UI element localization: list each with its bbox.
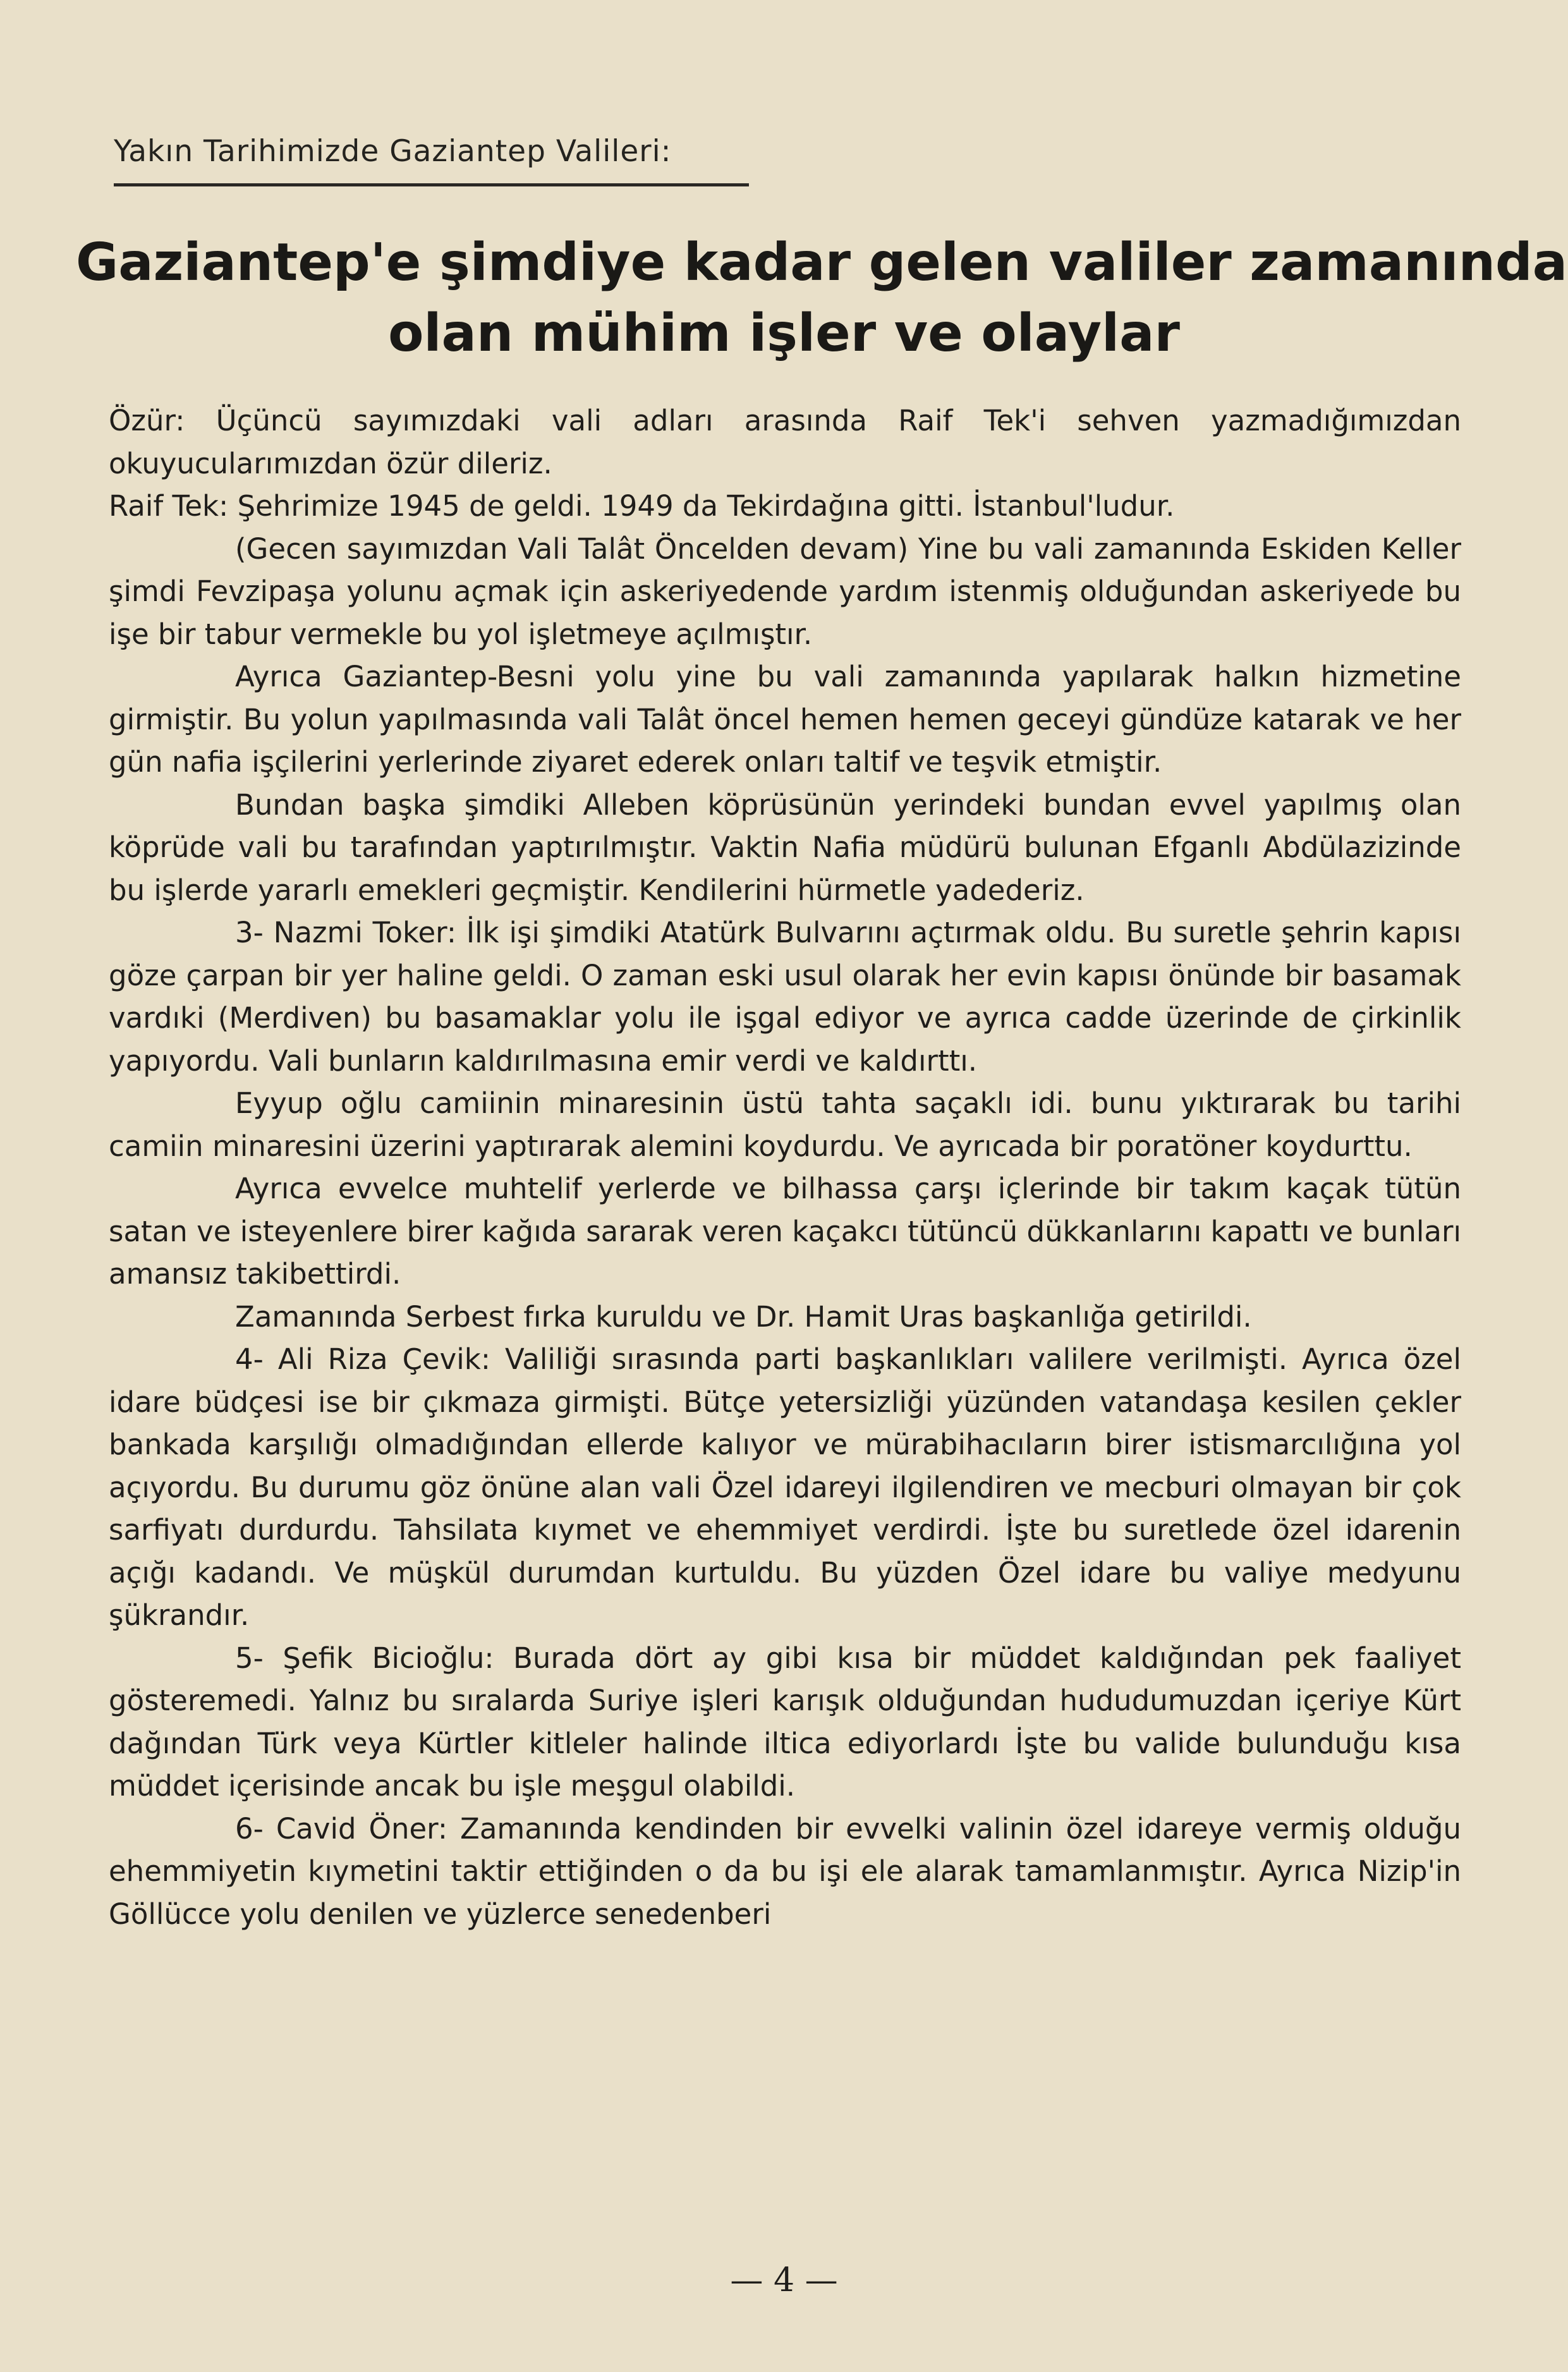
paragraph-raif-tek: Raif Tek: Şehrimize 1945 de geldi. 1949 da Tekirdağına gitti. İstanbul'ludur.	[109, 489, 1175, 523]
series-title: Yakın Tarihimizde Gaziantep Valileri:	[114, 134, 672, 169]
paragraph-tobacco-shops: Ayrıca evvelce muhtelif yerlerde ve bilhassa çarşı içlerinde bir takım kaçak tütün satan ve isteyenlere birer kağıda sararak veren kaçakcı tütüncü dükkanlarını kapattı ve bunları amansız takibettirdi.	[109, 1172, 1461, 1291]
paragraph-alleben-bridge: Bundan başka şimdiki Alleben köprüsünün yerindeki bundan evvel yapılmış olan köprüde vali bu tarafından yaptırılmıştır. Vaktin Nafia müdürü bulunan Efganlı Abdülazizinde bu işlerde yararlı emekleri geçmiştir. Kendilerini hürmetle yadederiz.	[109, 788, 1461, 907]
article-title-line-1: Gaziantep'e şimdiye kadar gelen valiler zamanında	[76, 233, 1568, 293]
paragraph-ali-riza-cevik: 4- Ali Riza Çevik: Valiliği sırasında parti başkanlıkları valilere verilmişti. Ayrıca özel idare büdçesi ise bir çıkmaza girmişti. Bütçe yetersizliği yüzünden vatandaşa kesilen çekler bankada karşılığı olmadığından ellerde kalıyor ve mürabihacıların birer istismarcılığına yol açıyordu. Bu durumu göz önüne alan vali Özel idareyi ilgilendiren ve mecburi olmayan bir çok sarfiyatı durdurdu. Tahsilata kıymet ve ehemmiyet verdirdi. İşte bu suretlede özel idarenin açığı kadandı. Ve müşkül durumdan kurtuldu. Bu yüzden Özel idare bu valiye medyunu şükrandır.	[109, 1342, 1461, 1632]
paragraph-serbest-firka: Zamanında Serbest fırka kuruldu ve Dr. Hamit Uras başkanlığa getirildi.	[235, 1299, 1252, 1334]
paragraph-besni-road: Ayrıca Gaziantep-Besni yolu yine bu vali zamanında yapılarak halkın hizmetine girmiştir. Bu yolun yapılmasında vali Talât öncel hemen hemen geceyi gündüze katarak ve her gün nafia işçilerini yerlerinde ziyaret ederek onları taltif ve teşvik etmiştir.	[109, 660, 1461, 779]
article-title	[76, 228, 1568, 369]
paragraph-talat-oncel-keller-road: (Gecen sayımızdan Vali Talât Öncelden devam) Yine bu vali zamanında Eskiden Keller şimdi Fevzipaşa yolunu açmak için askeriyedende yardım istenmiş olduğundan askeriyede bu işe bir tabur vermekle bu yol işletmeye açılmıştır.	[109, 532, 1461, 651]
paragraph-apology: Özür: Üçüncü sayımızdaki vali adları arasında Raif Tek'i sehven yazmadığımızdan okuyucularımızdan özür dileriz.	[109, 404, 1461, 480]
paragraph-sefik-bicioglu: 5- Şefik Bicioğlu: Burada dört ay gibi kısa bir müddet kaldığından pek faaliyet gösteremedi. Yalnız bu sıralarda Suriye işleri karışık olduğundan hududumuzdan içeriye Kürt dağından Türk veya Kürtler kitleler halinde iltica ediyorlardı İşte bu valide bulunduğu kısa müddet içerisinde ancak bu işle meşgul olabildi.	[109, 1641, 1461, 1803]
article-body	[109, 399, 1461, 1935]
paragraph-cavid-oner: 6- Cavid Öner: Zamanında kendinden bir evvelki valinin özel idareye vermiş olduğu ehemmiyetin kıymetini taktir ettiğinden o da bu işi ele alarak tamamlanmıştır. Ayrıca Nizip'in Göllücce yolu denilen ve yüzlerce senedenberi	[109, 1811, 1461, 1931]
paragraph-nazmi-toker: 3- Nazmi Toker: İlk işi şimdiki Atatürk Bulvarını açtırmak oldu. Bu suretle şehrin kapısı göze çarpan bir yer haline geldi. O zaman eski usul olarak her evin kapısı önünde bir basamak vardıki (Merdiven) bu basamaklar yolu ile işgal ediyor ve ayrıca cadde üzerinde de çirkinlik yapıyordu. Vali bunların kaldırılmasına emir verdi ve kaldırttı.	[109, 916, 1461, 1078]
article-title-line-2: olan mühim işler ve olaylar	[388, 303, 1180, 363]
page-number: — 4 —	[730, 2261, 838, 2299]
paragraph-eyyup-oglu-mosque: Eyyup oğlu camiinin minaresinin üstü tahta saçaklı idi. bunu yıktırarak bu tarihi camiin minaresini üzerini yaptırarak alemini koydurdu. Ve ayrıcada bir poratöner koydurttu.	[109, 1086, 1461, 1163]
series-title-underline	[114, 183, 749, 186]
